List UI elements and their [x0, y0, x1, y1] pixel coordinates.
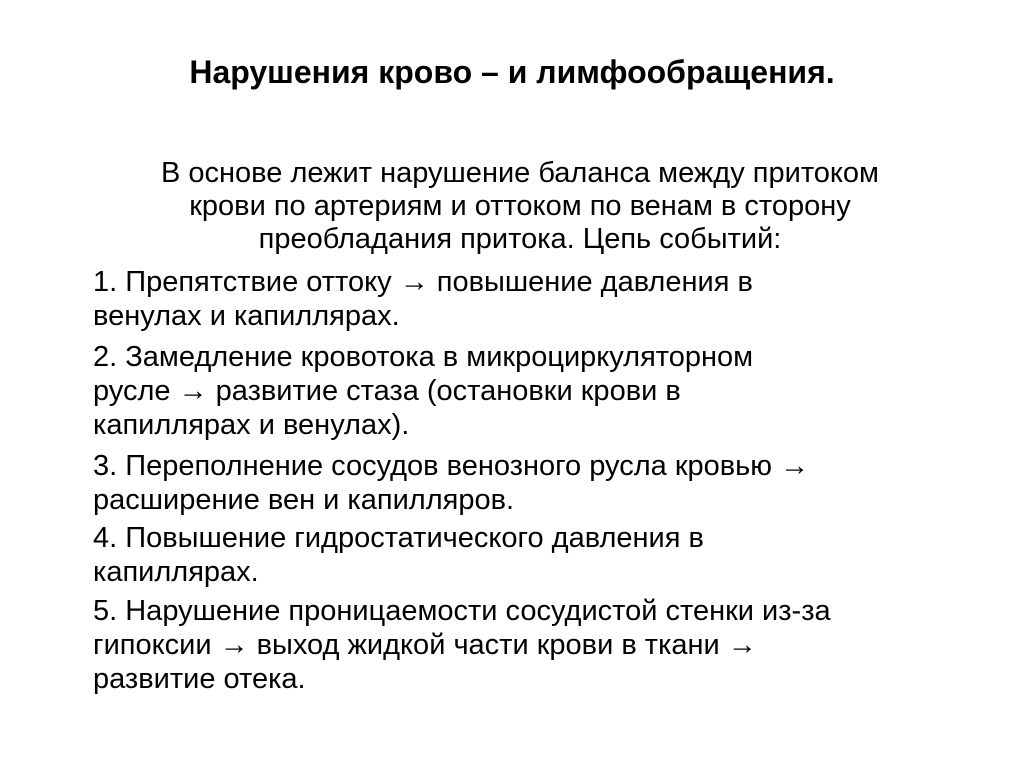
list-item-line: расширение вен и капилляров.: [93, 484, 515, 516]
list-item-line: 1. Препятствие оттоку → повышение давления в: [93, 266, 753, 298]
list-item-line: 4. Повышение гидростатического давления в: [93, 522, 704, 554]
list-item-line: капиллярах.: [93, 556, 259, 588]
list-item-line: развитие отека.: [93, 663, 306, 695]
list-item-line: 3. Переполнение сосудов венозного русла кровью →: [93, 450, 810, 482]
list-item-5: [93, 594, 993, 696]
list-item-line: капиллярах и венулах).: [93, 409, 410, 441]
list-item-1: [93, 265, 993, 333]
intro-line: В основе лежит нарушение баланса между притоком: [161, 157, 879, 189]
list-item-line: русле → развитие стаза (остановки крови в: [93, 375, 681, 407]
intro-line: преобладания притока. Цепь событий:: [258, 223, 782, 255]
intro-line: крови по артериям и оттоком по венам в сторону: [189, 190, 851, 222]
list-item-4: [93, 521, 993, 589]
slide-title: Нарушения крово – и лимфообращения.: [189, 54, 835, 90]
list-item-3: [93, 449, 993, 517]
list-item-line: венулах и капиллярах.: [93, 300, 400, 332]
list-item-line: 5. Нарушение проницаемости сосудистой стенки из-за: [93, 595, 831, 627]
intro-paragraph: [100, 157, 940, 256]
list-item-line: гипоксии → выход жидкой части крови в ткани →: [93, 629, 757, 661]
list-item-line: 2. Замедление кровотока в микроциркуляторном: [93, 341, 754, 373]
list-item-2: [93, 340, 993, 442]
